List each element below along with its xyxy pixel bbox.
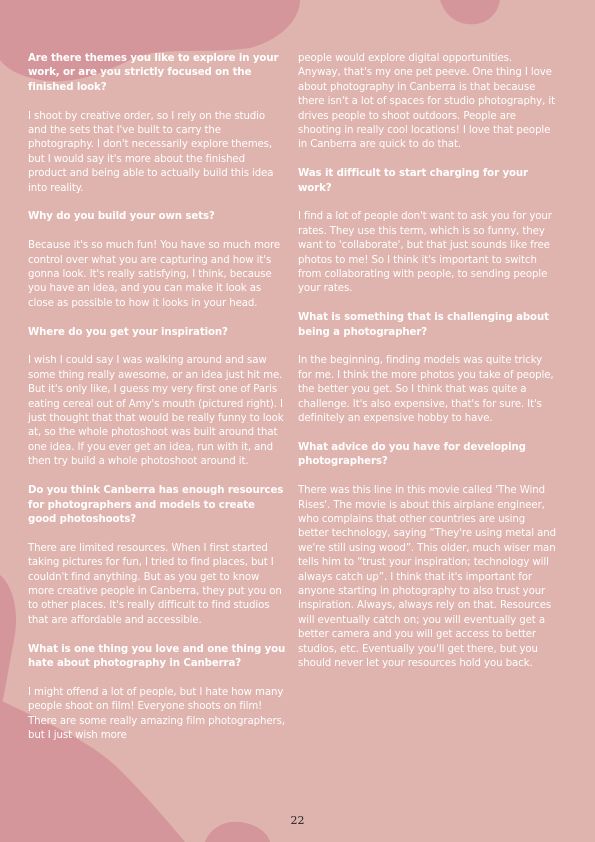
interview-answer: people would explore digital opportunities. Anyway, that's my one pet peeve. One thing I love about photography in Canberra is that because there isn't a lot of spaces for studio photography, it drives people to shoot outdoors. People are shooting in really cool locations! I love that people in Canberra are quick to do that. <box>298 53 555 151</box>
interview-answer: I might offend a lot of people, but I hate how many people shoot on film! Everyone shoots on film! There are some really amazing film photographers, but I just wish more <box>28 686 285 741</box>
interview-question: What is something that is challenging about being a photographer? <box>298 312 549 338</box>
interview-question: Where do you get your inspiration? <box>28 326 228 338</box>
interview-answer: Because it's so much fun! You have so much more control over what you are capturing and how it's gonna look. It's really satisfying, I think, because you have an idea, and you can make it look as close as possible to how it looks in your head. <box>28 240 280 309</box>
left-middle-blob <box>0 575 16 710</box>
interview-question: What advice do you have for developing photographers? <box>298 441 526 468</box>
interview-answer: In the beginning, finding models was quite tricky for me. I think the more photos you take of people, the better you get. So I think that was quite a challenge. It's also expensive, that's for sure. It's definitely an expensive hobby to have. <box>298 355 554 425</box>
interview-question: Was it difficult to start charging for your work? <box>298 168 528 194</box>
left-column <box>28 52 286 758</box>
interview-question: Are there themes you like to explore in your work, or are you strictly focused on the finished look? <box>28 53 279 93</box>
interview-answer: I wish I could say I was walking around and saw some thing really awesome, or an idea just hit me. But it's only like, I guess my very first one of Paris eating cereal out of Amy's mouth (pictured right). I just thought that that would be really funny to look at, so the whole photoshoot was built around that one idea. If you ever get an idea, run with it, and then try build a whole photoshoot around it. <box>28 355 284 468</box>
right-column <box>298 52 556 686</box>
interview-answer: There was this line in this movie called 'The Wind Rises'. The movie is about this airplane engineer, who complains that other countries are using better technology, saying “They're using metal and we're still using wood”. This older, much wiser man tells him to “trust your inspiration; technology will always catch up”. I think that it's important for anyone starting in photography to also trust your inspiration. Always, always rely on that. Resources will eventually catch on; you will eventually get a better camera and you will get access to better studios, etc. Eventually you'll get there, but you should never let your resources hold you back. <box>298 485 556 669</box>
interview-question: What is one thing you love and one thing you hate about photography in Canberra? <box>28 643 286 669</box>
interview-answer: I shoot by creative order, so I rely on the studio and the sets that I've built to carry the photography. I don't necessarily explore themes, but I would say it's more about the finished product and being able to actually build this idea into reality. <box>28 110 274 194</box>
interview-answer: I find a lot of people don't want to ask you for your rates. They use this term, which is so funny, they want to 'collaborate', but that just sounds like free photos to me! So I think it's important to switch from collaborating with people, to sending people your rates. <box>298 211 552 295</box>
top-right-blob <box>440 0 500 24</box>
interview-question: Do you think Canberra has enough resources for photographers and models to create good photoshoots? <box>28 485 284 525</box>
interview-answer: There are limited resources. When I first started taking pictures for fun, I tried to find places, but I couldn't find anything. But as you get to know more creative people in Canberra, they put you on to other places. It's really difficult to find studios that are affordable and accessible. <box>28 542 282 626</box>
page-number: 22 <box>290 814 305 827</box>
interview-question: Why do you build your own sets? <box>28 211 215 223</box>
